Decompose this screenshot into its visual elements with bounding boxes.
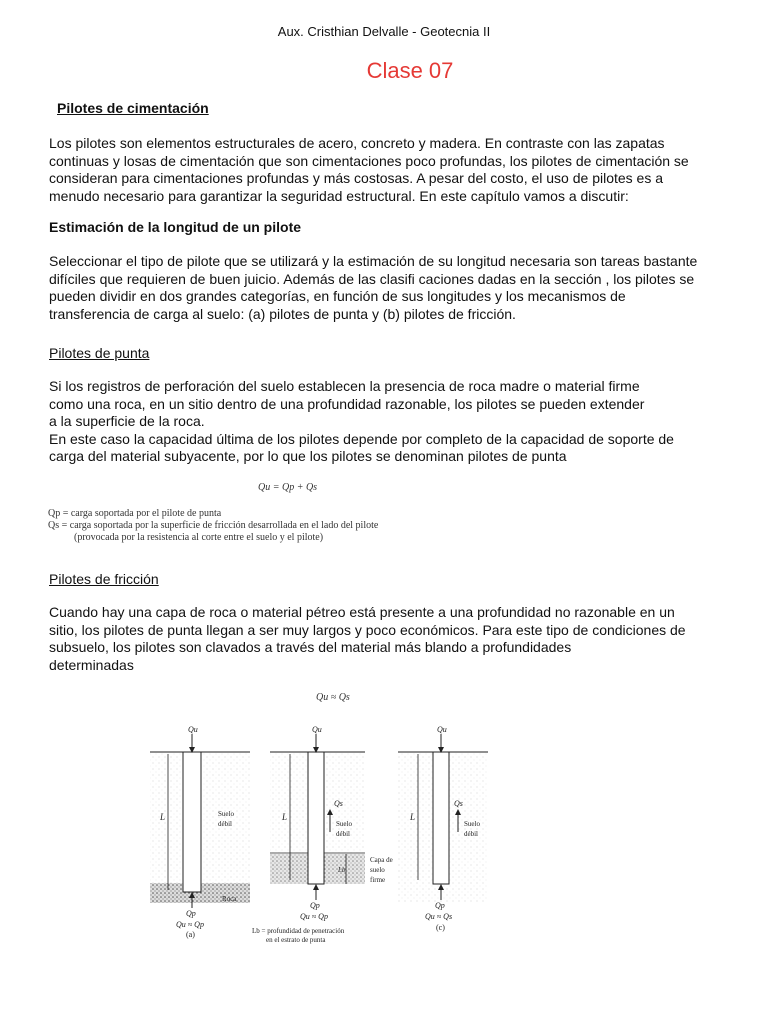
soil-label: Suelo: [464, 820, 480, 828]
tip-label: Qp: [186, 909, 196, 918]
heading-pilotes-punta: Pilotes de punta: [49, 345, 150, 361]
penetration-label: Lb: [338, 866, 346, 874]
paragraph-punta: [49, 378, 739, 466]
layer-label: suelo: [370, 866, 385, 874]
friction-label: Qs: [454, 799, 463, 808]
heading-pilotes-friccion: Pilotes de fricción: [49, 571, 159, 587]
soil-label: Suelo: [218, 810, 234, 818]
text-line: menudo necesario para garantizar la seguridad estructural. En este capítulo vamos a discutir:: [49, 187, 629, 204]
text-line: consideran para cimentaciones profundas y más costosas. A pesar del costo, el uso de pilotes es a: [49, 170, 664, 186]
friction-label: Qs: [334, 799, 343, 808]
text-line: transferencia de carga al suelo: (a) pilotes de punta y (b) pilotes de fricción.: [49, 305, 516, 322]
legend-punta: [48, 508, 468, 544]
text-line: difíciles que requieren de buen juicio. Además de las clasifi caciones dadas en la sección , los pilotes se: [49, 270, 695, 287]
text-line: Seleccionar el tipo de pilote que se utilizará y la estimación de su longitud necesaria son tareas bastante: [49, 253, 698, 269]
tip-label: Qp: [435, 901, 445, 910]
text-line: como una roca, en un sitio dentro de una profundidad razonable, los pilotes se pueden extender: [49, 395, 645, 412]
load-label: Qu: [188, 725, 198, 734]
paragraph-intro: [49, 135, 739, 205]
legend-line: Qp = carga soportada por el pilote de punta: [48, 508, 222, 519]
text-line: Los pilotes son elementos estructurales de acero, concreto y madera. En contraste con las zapatas: [49, 135, 665, 151]
text-line: En este caso la capacidad última de los pilotes depende por completo de la capacidad de soporte de: [49, 430, 674, 447]
text-line: determinadas: [49, 656, 134, 673]
rock-label: Roca: [222, 895, 237, 903]
length-label: L: [410, 812, 416, 822]
heading-estimacion: Estimación de la longitud de un pilote: [49, 219, 302, 235]
text-line: subsuelo, los pilotes son clavados a través del material más blando a profundidades: [49, 639, 572, 655]
text-line: sitio, los pilotes de punta llegan a ser muy largos y poco económicos. Para este tipo de condiciones de: [49, 621, 686, 638]
soil-label: débil: [218, 820, 232, 828]
soil-label: débil: [464, 830, 478, 838]
soil-label: débil: [336, 830, 350, 838]
length-label: L: [282, 812, 288, 822]
text-line: Cuando hay una capa de roca o material pétreo está presente a una profundidad no razonable en un: [49, 604, 675, 620]
paragraph-estimacion: [49, 253, 739, 323]
text-line: continuas y losas de cimentación que son cimentaciones poco profundas, los pilotes de cimentación se: [49, 152, 689, 169]
pile-figure: [140, 720, 500, 950]
layer-label: firme: [370, 876, 386, 884]
page-header: Aux. Cristhian Delvalle - Geotecnia II: [277, 24, 491, 39]
text-line: carga del material subyacente, por lo que los pilotes se denominan pilotes de punta: [49, 448, 567, 464]
pile-diagram-a: [150, 725, 250, 939]
formula-friccion: Qu ≈ Qs: [316, 692, 350, 703]
text-line: pueden dividir en dos grandes categorías, en función de sus longitudes y los mecanismos de: [49, 288, 626, 304]
formula-punta: Qu = Qp + Qs: [258, 482, 318, 493]
layer-label: Capa de: [370, 856, 393, 864]
load-label: Qu: [437, 725, 447, 734]
pile-diagram-b: [252, 725, 393, 944]
soil-label: Suelo: [336, 820, 352, 828]
legend-line: Qs = carga soportada por la superficie de fricción desarrollada en el lado del pilote: [48, 520, 379, 531]
note-label: en el estrato de punta: [266, 936, 326, 944]
equation-label: Qu ≈ Qp: [176, 920, 204, 929]
note-label: Lb = profundidad de penetración: [252, 927, 345, 935]
pile-diagram-c: [398, 725, 488, 932]
equation-label: Qu ≈ Qp: [300, 912, 328, 921]
legend-line: (provocada por la resistencia al corte entre el suelo y el pilote): [74, 532, 324, 543]
page-title: Clase 07: [366, 58, 454, 83]
text-line: Si los registros de perforación del suelo establecen la presencia de roca madre o material firme: [49, 378, 640, 394]
load-label: Qu: [312, 725, 322, 734]
caption-label: (c): [436, 923, 445, 932]
heading-text: Pilotes de cimentación: [57, 100, 209, 116]
heading-pilotes-cimentacion: [57, 100, 209, 116]
tip-label: Qp: [310, 901, 320, 910]
paragraph-friccion: [49, 604, 739, 674]
caption-label: (a): [186, 930, 195, 939]
equation-label: Qu ≈ Qs: [425, 912, 453, 921]
text-line: a la superficie de la roca.: [49, 413, 205, 429]
length-label: L: [160, 812, 166, 822]
